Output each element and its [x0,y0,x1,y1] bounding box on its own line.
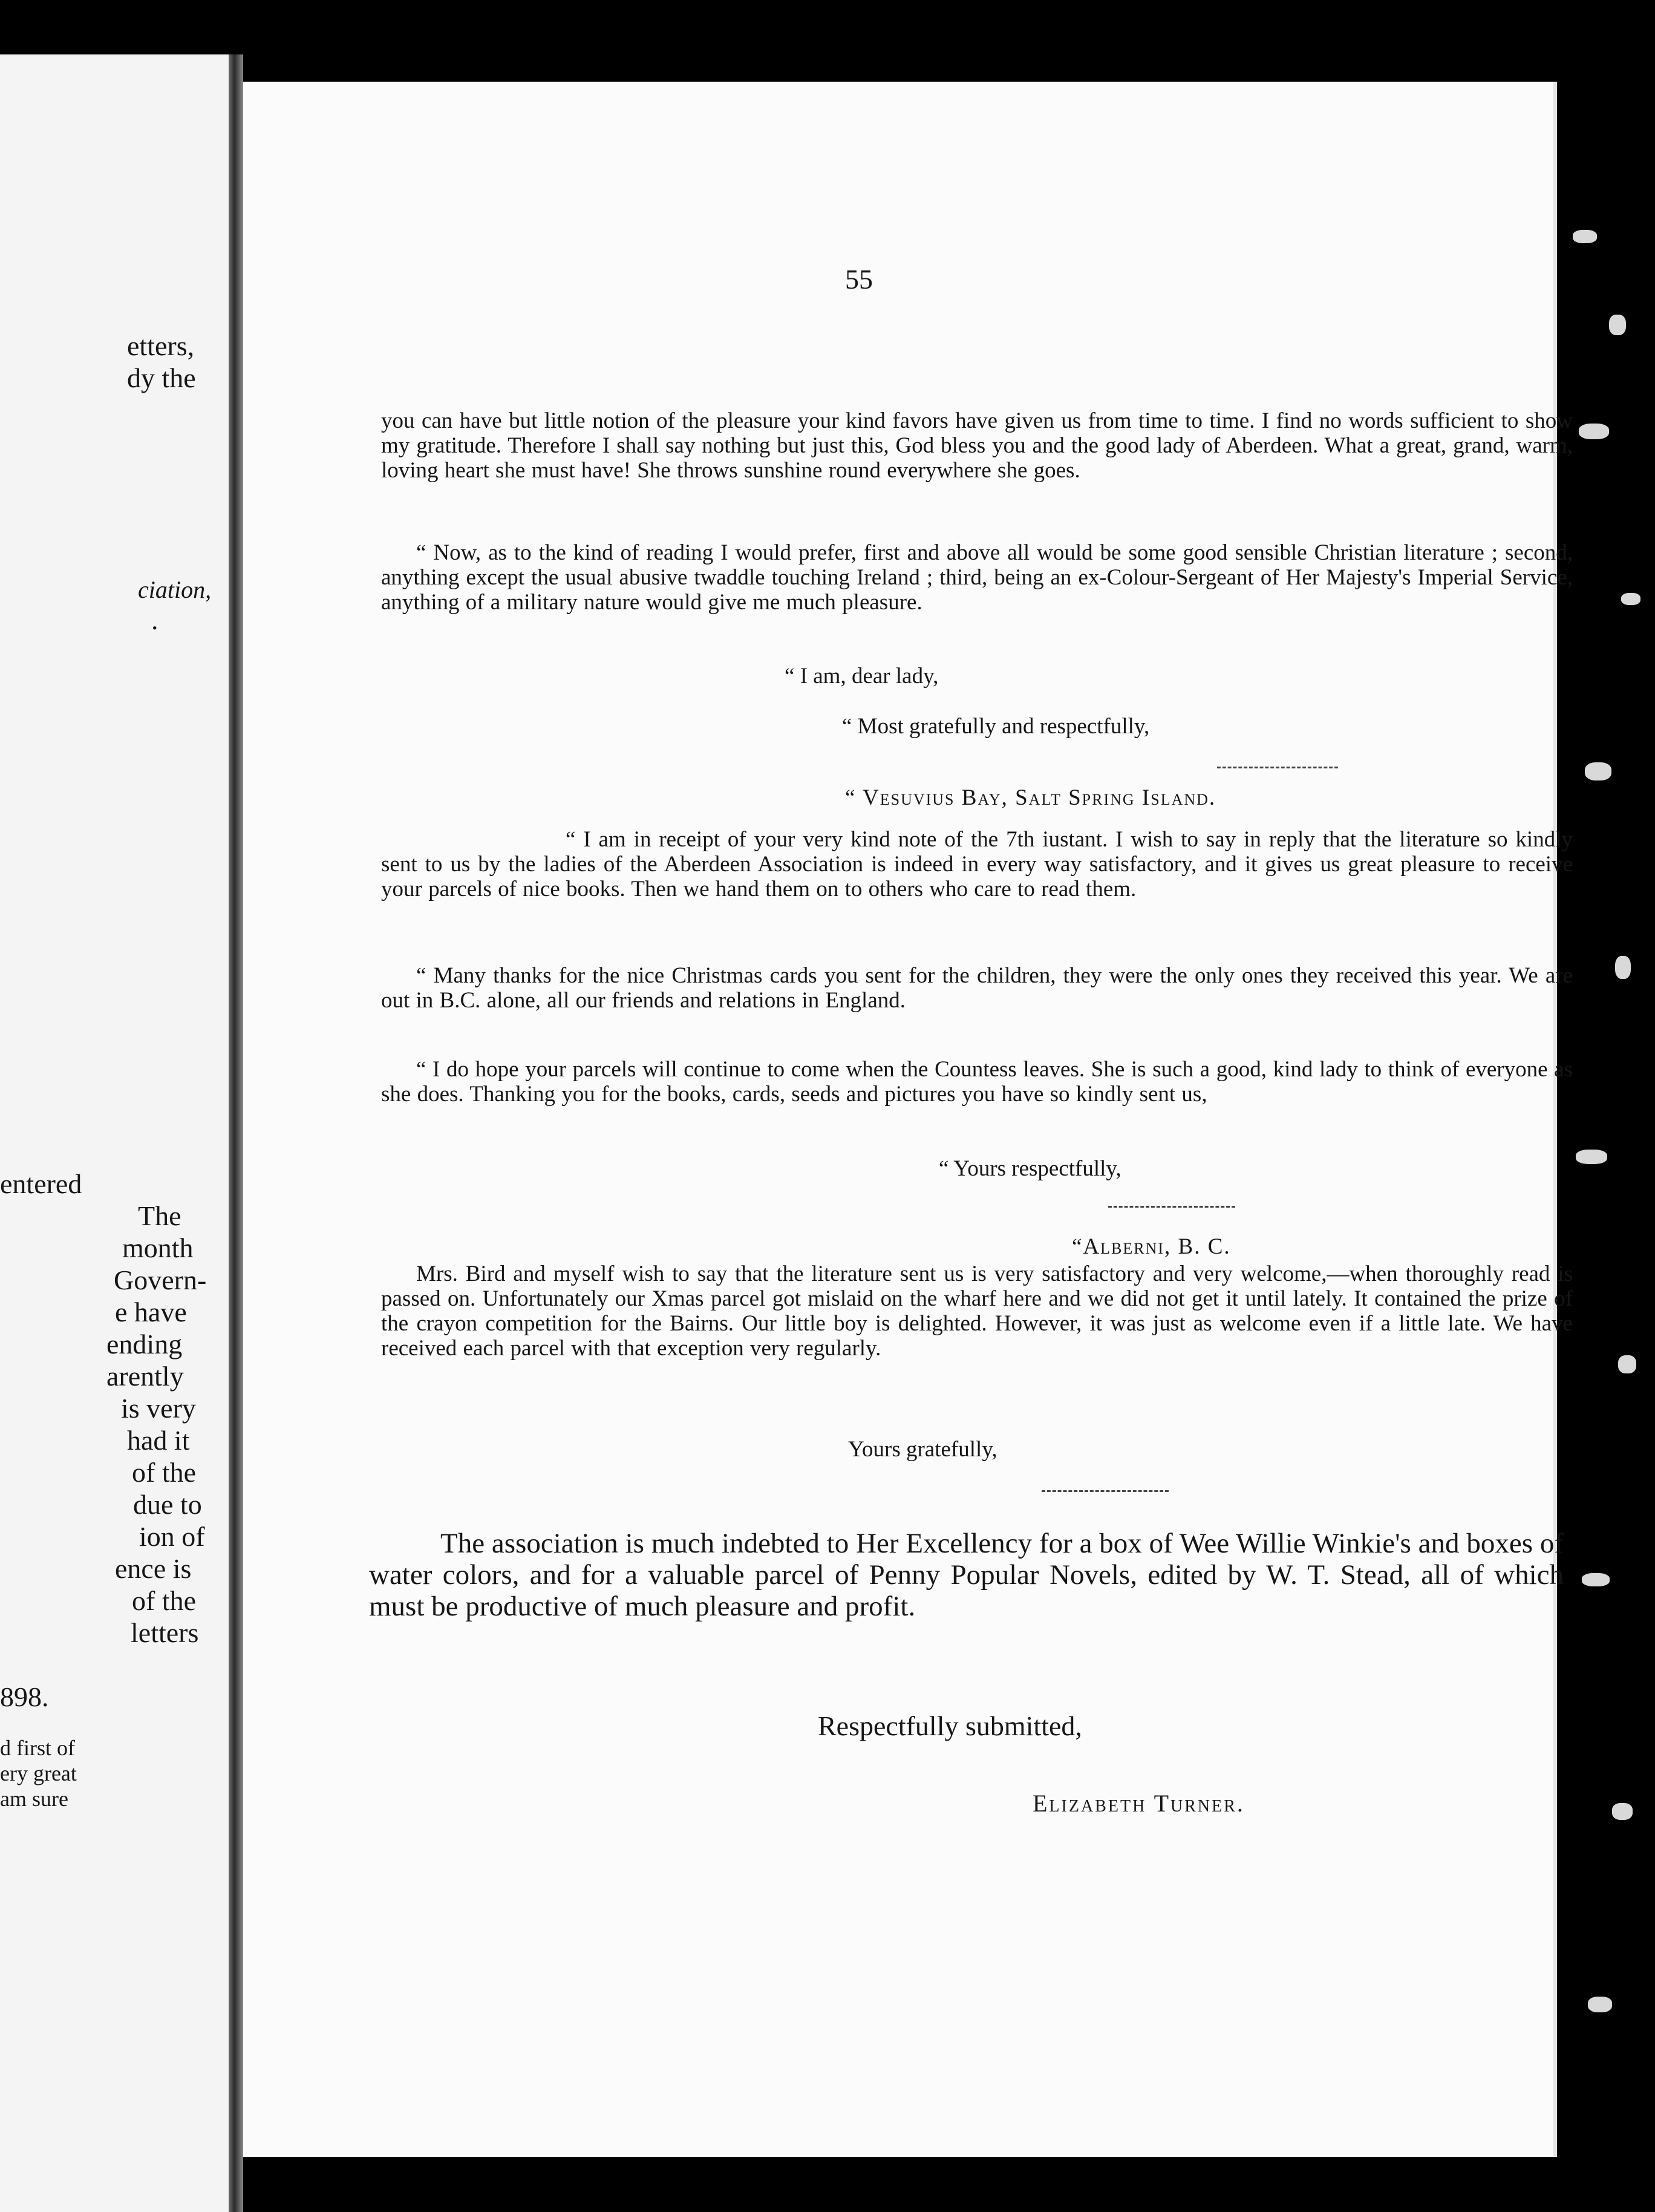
paragraph-mrs-bird: Mrs. Bird and myself wish to say that the literature sent us is very satisfactory and very welcome,—when thoroughly read is passed on. Unfortunately our Xmas parcel got mislaid on the wharf here and we did not get it until lately. It contained the prize of the crayon competition for the Bairns. Our little boy is delighted. However, it was just as welcome even if a little late. We have received each parcel with that exception very regularly. [381,1261,1573,1361]
background-speckle [1609,315,1626,335]
section-divider [1042,1490,1169,1492]
section-divider [1108,1206,1235,1208]
background-speckle [1582,1573,1610,1586]
left-page-fragment: due to [133,1489,202,1520]
left-page-fragment: d first of [0,1736,75,1760]
left-page-fragment: arently [106,1361,184,1392]
signature-elizabeth-turner: Elizabeth Turner. [1033,1790,1245,1817]
left-page-fragment: am sure [0,1787,68,1811]
background-speckle [1621,593,1640,605]
left-page-fragment: had it [127,1425,190,1456]
left-page-fragment: ending [106,1329,183,1360]
background-speckle [1618,1355,1636,1373]
left-page-fragment: letters [131,1617,199,1648]
left-page-fragment: e have [115,1297,187,1327]
book-spine [229,54,243,2212]
background-speckle [1612,1803,1633,1820]
background-speckle [1576,1150,1607,1164]
closing-yours-respectfully: “ Yours respectfully, [939,1156,1121,1181]
left-page-fragment: The [138,1200,181,1231]
paragraph-countess-leaves: “ I do hope your parcels will continue to come when the Countess leaves. She is such a good, kind lady to think of everyone as she does. Thanking you for the books, cards, seeds and pictures you have so kindly sent us, [381,1057,1573,1107]
respectfully-submitted: Respectfully submitted, [818,1710,1082,1741]
left-page-fragment: ery great [0,1761,77,1785]
right-page [243,82,1573,2157]
left-page-fragment: ion of [139,1521,205,1552]
paragraph-reading-preferences: “ Now, as to the kind of reading I would prefer, first and above all would be some good sensible Christian literature ; second, anything except the usual abusive twaddle touching Ireland ; third, being an ex-Colour-Sergeant of Her Majesty's Imperial Service, anything of a military nature would give me much pleasure. [381,540,1573,615]
paragraph-christmas-cards: “ Many thanks for the nice Christmas cards you sent for the children, they were the only ones they received this year. We are out in B.C. alone, all our friends and relations in England. [381,963,1573,1013]
closing-dear-lady: “ I am, dear lady, [785,664,939,689]
left-page-fragment: etters, [127,330,195,361]
left-page-fragment: month [122,1232,194,1263]
left-page-fragment: ence is [115,1553,192,1584]
letter-heading-vesuvius-bay: “ Vesuvius Bay, Salt Spring Island. [845,785,1216,810]
left-page-fragment: of the [132,1457,197,1488]
left-page-fragment: . [151,604,158,635]
left-page-fragment: of the [132,1585,197,1616]
left-page-fragment: is very [121,1393,196,1424]
closing-gratefully: “ Most gratefully and respectfully, [842,714,1150,739]
closing-yours-gratefully: Yours gratefully, [848,1437,997,1462]
paragraph-receipt-of-note: “ I am in receipt of your very kind note of the 7th iustant. I wish to say in reply that the literature so kindly sent to us by the ladies of the Aberdeen Association is indeed in every way satisfactory, and it gives us great pleasure to receive your parcels of nice books. Then we hand them on to others who care to read them. [381,827,1573,901]
left-page-fragment: entered [0,1168,82,1199]
section-divider [1217,767,1338,768]
paragraph-association-indebted: The association is much indebted to Her Excellency for a box of Wee Willie Winkie's and boxes of water colors, and for a valuable parcel of Penny Popular Novels, edited by W. T. Stead, all of which must be productive of much pleasure and profit. [369,1528,1564,1622]
left-page [0,54,229,2212]
left-page-fragment: Govern- [114,1265,207,1295]
page-number: 55 [845,264,873,295]
left-page-fragment: 898. [0,1681,49,1712]
background-speckle [1579,424,1609,439]
left-page-fragment: dy the [127,362,196,393]
letter-heading-alberni: “Alberni, B. C. [1072,1234,1231,1259]
background-speckle [1615,956,1631,979]
paragraph-gratitude: you can have but little notion of the pleasure your kind favors have given us from time to time. I find no words sufficient to show my gratitude. Therefore I shall say nothing but just this, God bless you and the good lady of Aberdeen. What a great, grand, warm, loving heart she must have! She throws sunshine round everywhere she goes. [381,408,1573,483]
background-speckle [1585,762,1611,780]
left-page-fragment: ciation, [138,576,212,603]
background-speckle [1573,230,1597,243]
background-speckle [1588,1997,1612,2012]
